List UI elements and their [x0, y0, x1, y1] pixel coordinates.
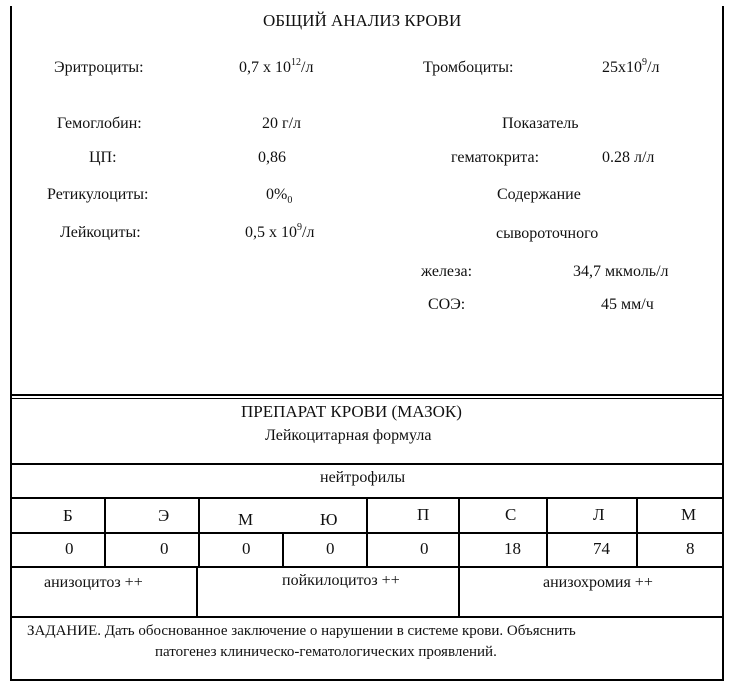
col-header-eosinophils: Э: [158, 506, 170, 525]
esr-label: СОЭ:: [428, 296, 466, 313]
value-segmented: 18: [504, 539, 521, 558]
col-divider-6: [546, 497, 548, 568]
hemoglobin-label: Гемоглобин:: [57, 115, 142, 132]
leukocytes-value: 0,5 х $10^9/л$: [245, 222, 315, 241]
hematocrit-label-line2: гематокрита:: [451, 149, 540, 166]
erythrocytes-value: 0,7 х $10^{12}/л$: [239, 57, 314, 76]
value-basophils: 0: [65, 539, 74, 558]
col-header-segmented: С: [505, 505, 517, 524]
col-header-myelocytes: М: [238, 510, 254, 529]
section-divider-bottom: [10, 398, 724, 399]
col-header-metamyelocytes: Ю: [320, 510, 338, 529]
task-line-2: патогенез клиническо-гематологических проявлений.: [155, 644, 497, 660]
analysis-title: ОБЩИЙ АНАЛИЗ КРОВИ: [263, 11, 462, 30]
col-header-band: П: [417, 505, 430, 524]
col-divider-4: [366, 497, 368, 568]
smear-subtitle: Лейкоцитарная формула: [265, 427, 432, 444]
serum-iron-label-line1: Содержание: [497, 186, 581, 203]
platelets-label: Тромбоциты:: [423, 59, 514, 76]
serum-iron-label-line2: сывороточного: [496, 225, 599, 242]
morph-anisochromia: анизохромия ++: [543, 574, 653, 591]
col-header-monocytes: М: [681, 505, 697, 524]
morph-divider-2: [458, 566, 460, 618]
morph-poikilocytosis: пойкилоцитоз ++: [282, 572, 400, 589]
table-top-rule: [10, 463, 724, 465]
color-index-label: ЦП:: [89, 149, 117, 166]
smear-title: ПРЕПАРАТ КРОВИ (МАЗОК): [241, 402, 462, 421]
outer-left-border: [10, 6, 12, 680]
col-divider-7: [636, 497, 638, 568]
col-header-lymphocytes: Л: [593, 505, 605, 524]
erythrocytes-label: Эритроциты:: [54, 59, 144, 76]
hemoglobin-value: 20 г/л: [262, 115, 301, 132]
col-divider-2: [198, 497, 200, 568]
color-index-value: 0,86: [258, 149, 286, 166]
col-header-basophils: Б: [63, 506, 73, 525]
value-lymphocytes: 74: [593, 539, 610, 558]
leukocytes-label: Лейкоциты:: [60, 224, 141, 241]
neutrophils-header: нейтрофилы: [320, 469, 406, 486]
col-divider-5: [458, 497, 460, 568]
platelets-value: $25х10^9/л$: [602, 57, 660, 76]
esr-value: 45 мм/ч: [601, 296, 654, 313]
serum-iron-label-line3: железа:: [421, 263, 473, 280]
hematocrit-value: 0.28 л/л: [602, 149, 655, 166]
morph-anisocytosis: анизоцитоз ++: [44, 574, 143, 591]
task-line-1: ЗАДАНИЕ. Дать обоснованное заключение о нарушении в системе крови. Объяснить: [27, 623, 576, 639]
serum-iron-value: 34,7 мкмоль/л: [573, 263, 669, 280]
value-metamyelocytes: 0: [326, 539, 335, 558]
outer-right-border: [722, 6, 724, 680]
morphology-bottom-rule: [10, 616, 724, 618]
col-divider-3: [282, 532, 284, 568]
value-band: 0: [420, 539, 429, 558]
outer-bottom-border: [10, 679, 724, 681]
value-monocytes: 8: [686, 539, 695, 558]
reticulocytes-value: $0\%_0$: [266, 186, 293, 207]
col-divider-1: [104, 497, 106, 568]
hematocrit-label-line1: Показатель: [502, 115, 579, 132]
value-myelocytes: 0: [242, 539, 251, 558]
reticulocytes-label: Ретикулоциты:: [47, 186, 149, 203]
value-eosinophils: 0: [160, 539, 169, 558]
morph-divider-1: [196, 566, 198, 618]
section-divider-top: [10, 394, 724, 396]
